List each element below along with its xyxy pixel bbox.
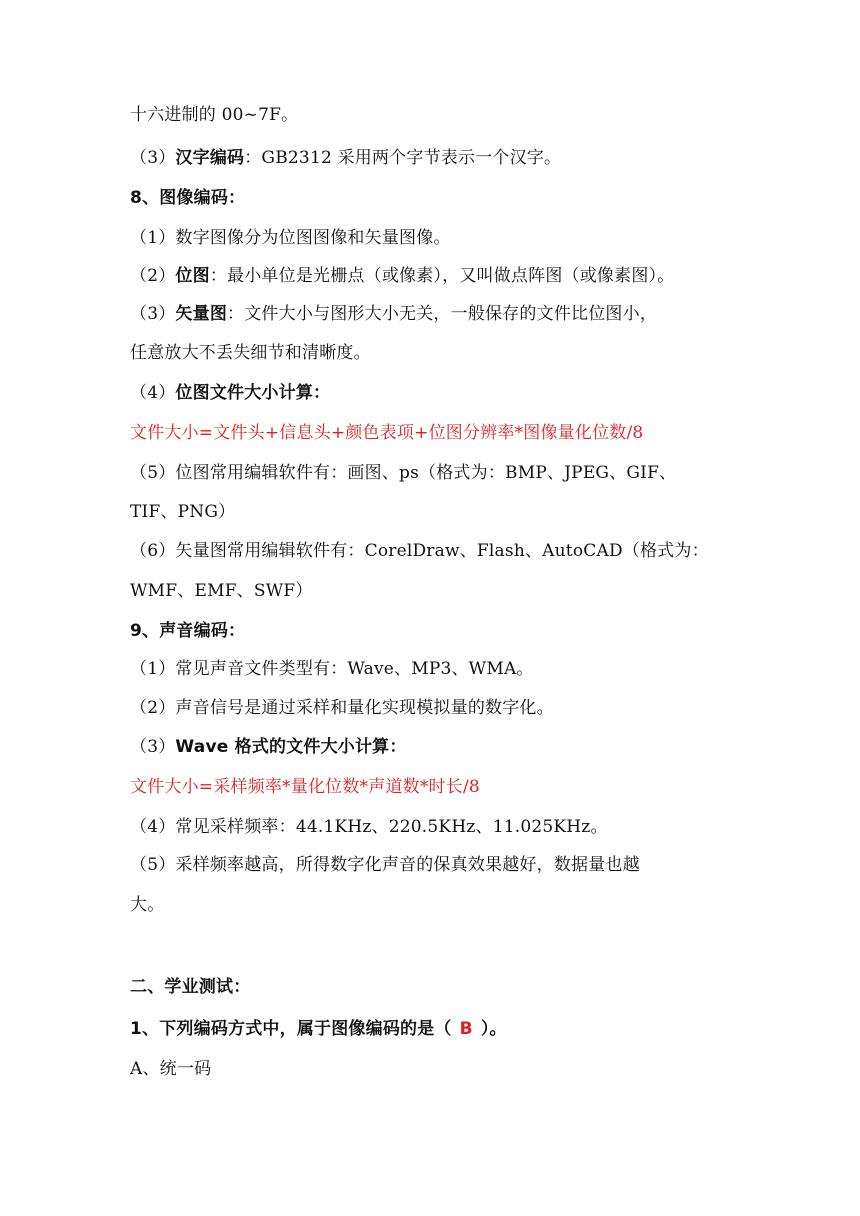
line-text: 大。	[130, 895, 165, 915]
text-line	[130, 381, 330, 405]
text-line	[130, 103, 298, 127]
line-text: （5）采样频率越高，所得数字化声音的保真效果越好，数据量也越	[130, 855, 640, 875]
formula-text: 文件大小=采样频率*量化位数*声道数*时长/8	[130, 777, 480, 797]
text-line	[130, 500, 235, 524]
text-line	[130, 539, 709, 563]
line-text: ：GB2312 采用两个字节表示一个汉字。	[244, 148, 562, 168]
text-line	[130, 853, 640, 877]
text-line	[130, 657, 534, 681]
line-text: （5）位图常用编辑软件有：画图、ps（格式为：BMP、JPEG、GIF、	[130, 463, 677, 483]
formula-line	[130, 775, 480, 799]
item-number: （3）	[130, 148, 176, 168]
text-line	[130, 815, 608, 839]
item-number: （3）	[130, 304, 176, 324]
line-text: （4）常见采样频率：44.1KHz、220.5KHz、11.025KHz。	[130, 817, 608, 837]
term-bold: 汉字编码	[175, 148, 245, 168]
line-text: WMF、EMF、SWF）	[130, 581, 313, 601]
line-text: ：文件大小与图形大小无关，一般保存的文件比位图小，	[227, 304, 658, 324]
text-line	[130, 579, 313, 603]
formula-line	[130, 421, 643, 445]
heading-text: 二、学业测试：	[130, 977, 251, 997]
term-bold: 矢量图	[175, 304, 228, 324]
question-text-end: ）。	[480, 1019, 507, 1039]
formula-text: 文件大小=文件头+信息头+颜色表项+位图分辨率*图像量化位数/8	[130, 423, 644, 443]
question-line	[130, 1017, 507, 1041]
text-line	[130, 341, 371, 365]
item-number: （4）	[130, 383, 176, 403]
text-line	[130, 461, 676, 485]
option-text: A、统一码	[130, 1059, 212, 1079]
term-bold: 位图	[175, 266, 210, 286]
line-text: 任意放大不丢失细节和清晰度。	[130, 343, 371, 363]
question-text: 1、下列编码方式中，属于图像编码的是（	[130, 1019, 452, 1039]
text-line	[130, 893, 164, 917]
text-line	[130, 302, 657, 326]
line-text: （2）声音信号是通过采样和量化实现模拟量的数字化。	[130, 698, 554, 718]
heading-text: 9、声音编码：	[130, 621, 246, 641]
line-text: （6）矢量图常用编辑软件有：CorelDraw、Flash、AutoCAD（格式为：	[130, 541, 709, 561]
text-line	[130, 696, 554, 720]
text-line	[130, 735, 407, 759]
item-number: （2）	[130, 266, 176, 286]
section-heading	[130, 619, 245, 643]
line-text: 十六进制的 00~7F。	[130, 105, 299, 125]
term-bold: Wave 格式的文件大小计算：	[175, 737, 407, 757]
line-text: TIF、PNG）	[130, 502, 236, 522]
text-line	[130, 264, 674, 288]
text-line	[130, 146, 561, 170]
line-text: （1）数字图像分为位图图像和矢量图像。	[130, 228, 451, 248]
term-bold: 位图文件大小计算：	[175, 383, 331, 403]
text-line	[130, 226, 451, 250]
line-text: （1）常见声音文件类型有：Wave、MP3、WMA。	[130, 659, 534, 679]
answer-mark: B	[459, 1019, 473, 1039]
option-line	[130, 1057, 211, 1081]
section-heading	[130, 186, 245, 210]
line-text: ：最小单位是光栅点（或像素），又叫做点阵图（或像素图）。	[209, 266, 675, 286]
item-number: （3）	[130, 737, 176, 757]
heading-text: 8、图像编码：	[130, 188, 246, 208]
section-heading	[130, 975, 250, 999]
